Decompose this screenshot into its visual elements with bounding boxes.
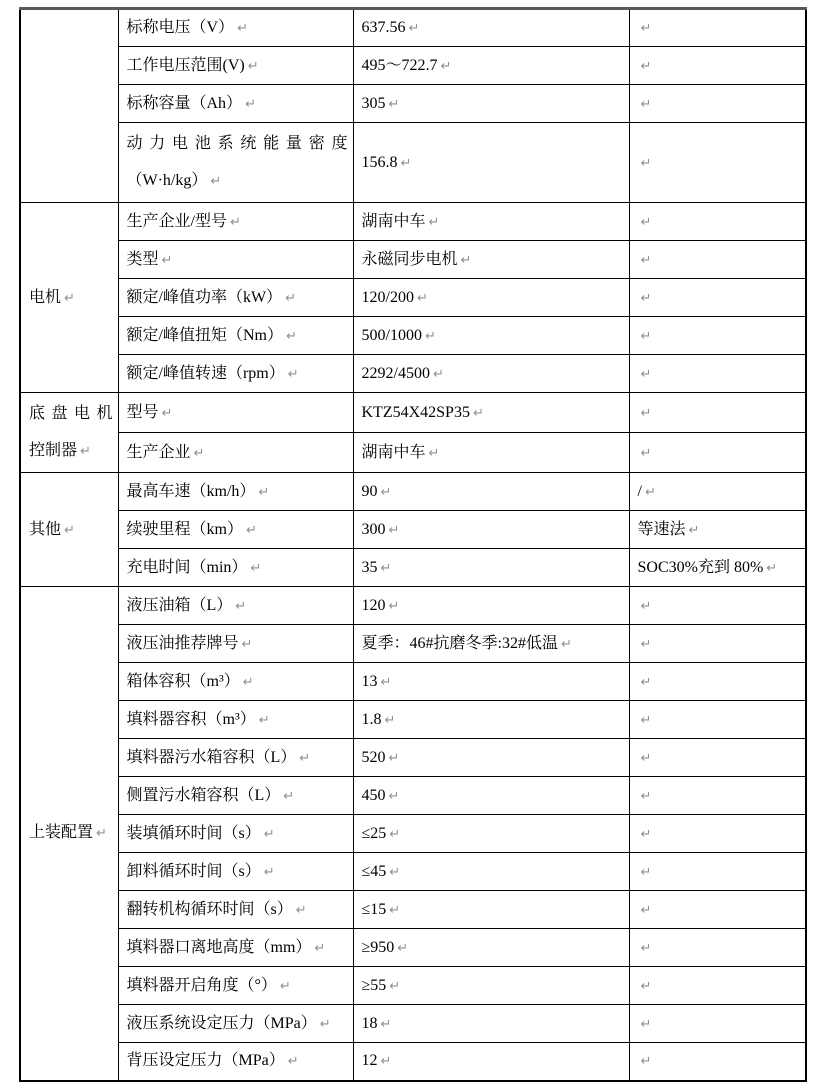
remark-cell [629, 853, 806, 891]
paragraph-mark-icon: ↵ [64, 522, 75, 538]
parameter-label: 液压油推荐牌号 [126, 634, 239, 652]
value-cell [353, 433, 629, 473]
parameter-label: 额定/峰值扭矩（Nm） [126, 326, 283, 344]
value-text: 永磁同步电机 [361, 250, 458, 268]
value-text: 156.8 [361, 153, 398, 171]
paragraph-mark-icon: ↵ [460, 252, 472, 268]
remark-cell [629, 663, 806, 701]
value-text: 湖南中车 [361, 443, 426, 461]
value-cell [353, 241, 629, 279]
value-cell [353, 929, 629, 967]
paragraph-mark-icon: ↵ [428, 214, 440, 230]
value-text: 1.8 [361, 710, 382, 728]
parameter-label: 标称容量（Ah） [126, 94, 243, 112]
paragraph-mark-icon: ↵ [640, 445, 652, 461]
parameter-cell [118, 511, 353, 549]
parameter-label-line [127, 125, 348, 162]
value-text: 520 [361, 748, 386, 766]
paragraph-mark-icon: ↵ [96, 826, 107, 842]
remark-cell [629, 9, 806, 47]
paragraph-mark-icon: ↵ [287, 366, 299, 382]
parameter-label: 填料器污水箱容积（L） [126, 748, 297, 766]
remark-cell [629, 929, 806, 967]
paragraph-mark-icon: ↵ [388, 788, 400, 804]
paragraph-mark-icon: ↵ [388, 522, 400, 538]
paragraph-mark-icon: ↵ [247, 58, 259, 74]
parameter-cell [118, 929, 353, 967]
table-row [20, 47, 806, 85]
paragraph-mark-icon: ↵ [287, 1054, 299, 1070]
paragraph-mark-icon: ↵ [314, 940, 326, 956]
value-cell [353, 701, 629, 739]
remark-cell [629, 777, 806, 815]
table-row [20, 929, 806, 967]
parameter-cell [118, 663, 353, 701]
table-row [20, 663, 806, 701]
paragraph-mark-icon: ↵ [644, 484, 656, 500]
paragraph-mark-icon: ↵ [285, 328, 297, 344]
table-row [20, 967, 806, 1005]
parameter-label: 生产企业 [126, 443, 191, 461]
paragraph-mark-icon: ↵ [258, 484, 270, 500]
table-row [20, 511, 806, 549]
paragraph-mark-icon: ↵ [285, 290, 296, 306]
paragraph-mark-icon: ↵ [432, 366, 444, 382]
table-row [20, 279, 806, 317]
paragraph-mark-icon: ↵ [250, 560, 262, 576]
paragraph-mark-icon: ↵ [560, 636, 572, 652]
value-text: 夏季：46#抗磨冬季:32#低温 [361, 634, 558, 652]
remark-cell [629, 739, 806, 777]
value-text: 2292/4500 [361, 364, 430, 382]
parameter-cell [118, 1043, 353, 1081]
parameter-label: 动力电池系统能量密度 [126, 135, 348, 152]
value-text: ≤25 [361, 824, 387, 842]
paragraph-mark-icon: ↵ [161, 405, 173, 421]
value-cell [353, 777, 629, 815]
paragraph-mark-icon: ↵ [640, 750, 652, 766]
remark-cell [629, 393, 806, 433]
paragraph-mark-icon: ↵ [440, 58, 452, 74]
paragraph-mark-icon: ↵ [640, 826, 652, 842]
category-label: 控制器 [29, 442, 78, 459]
category-label-line [29, 432, 113, 470]
spec-table [19, 7, 807, 1082]
parameter-cell [118, 47, 353, 85]
parameter-cell [118, 587, 353, 625]
parameter-cell [118, 433, 353, 473]
paragraph-mark-icon: ↵ [640, 978, 652, 994]
remark-cell [629, 701, 806, 739]
paragraph-mark-icon: ↵ [640, 290, 652, 306]
paragraph-mark-icon: ↵ [380, 1054, 392, 1070]
value-cell [353, 853, 629, 891]
parameter-label: 标称电压（V） [126, 19, 235, 36]
paragraph-mark-icon: ↵ [640, 864, 652, 880]
value-cell [353, 355, 629, 393]
parameter-cell [118, 85, 353, 123]
remark-cell [629, 47, 806, 85]
value-text: 90 [361, 482, 378, 500]
remark-cell [629, 511, 806, 549]
value-cell [353, 317, 629, 355]
remark-cell [629, 967, 806, 1005]
category-label: 底盘电机 [29, 405, 113, 422]
table-row [20, 123, 806, 203]
value-text: 120 [361, 596, 386, 614]
paragraph-mark-icon: ↵ [640, 96, 652, 112]
value-cell [353, 1005, 629, 1043]
parameter-label: 生产企业/型号 [126, 212, 227, 230]
category-label-line [29, 395, 113, 432]
paragraph-mark-icon: ↵ [241, 636, 253, 652]
remark-cell [629, 587, 806, 625]
paragraph-mark-icon: ↵ [640, 788, 652, 804]
table-row [20, 9, 806, 47]
parameter-label: 装填循环时间（s） [126, 824, 261, 842]
remark-cell [629, 317, 806, 355]
parameter-label: 型号 [126, 403, 159, 421]
table-row [20, 355, 806, 393]
parameter-cell [118, 241, 353, 279]
value-text: 300 [361, 520, 386, 538]
parameter-cell [118, 317, 353, 355]
paragraph-mark-icon: ↵ [389, 978, 401, 994]
value-cell [353, 663, 629, 701]
value-text: 495～722.7 [361, 56, 438, 74]
paragraph-mark-icon: ↵ [640, 58, 652, 74]
parameter-cell [118, 701, 353, 739]
paragraph-mark-icon: ↵ [380, 560, 392, 576]
parameter-cell [118, 123, 353, 203]
remark-cell [629, 1043, 806, 1081]
parameter-cell [118, 203, 353, 241]
remark-cell [629, 241, 806, 279]
paragraph-mark-icon: ↵ [388, 96, 400, 112]
paragraph-mark-icon: ↵ [263, 864, 275, 880]
parameter-cell [118, 815, 353, 853]
paragraph-mark-icon: ↵ [640, 712, 652, 728]
table-row [20, 317, 806, 355]
parameter-cell [118, 891, 353, 929]
remark-cell [629, 625, 806, 663]
parameter-label: 额定/峰值功率（kW） [126, 288, 283, 306]
table-row [20, 891, 806, 929]
remark-cell [629, 1005, 806, 1043]
paragraph-mark-icon: ↵ [380, 1016, 392, 1032]
paragraph-mark-icon: ↵ [80, 444, 91, 459]
value-cell [353, 123, 629, 203]
parameter-label: 填料器开启角度（°） [126, 976, 277, 994]
paragraph-mark-icon: ↵ [472, 405, 484, 421]
value-text: 120/200 [361, 288, 414, 306]
paragraph-mark-icon: ↵ [245, 522, 257, 538]
remark-cell [629, 279, 806, 317]
table-row [20, 241, 806, 279]
table-row [20, 587, 806, 625]
parameter-cell [118, 777, 353, 815]
paragraph-mark-icon: ↵ [640, 1016, 652, 1032]
parameter-label: 最高车速（km/h） [126, 482, 256, 500]
parameter-cell [118, 549, 353, 587]
remark-cell [629, 433, 806, 473]
value-cell [353, 739, 629, 777]
table-row [20, 203, 806, 241]
table-row [20, 1005, 806, 1043]
paragraph-mark-icon: ↵ [380, 674, 392, 690]
parameter-label: 填料器口离地高度（mm） [126, 938, 312, 956]
paragraph-mark-icon: ↵ [295, 902, 307, 918]
paragraph-mark-icon: ↵ [237, 21, 248, 36]
paragraph-mark-icon: ↵ [193, 445, 205, 461]
value-cell [353, 511, 629, 549]
paragraph-mark-icon: ↵ [640, 328, 652, 344]
paragraph-mark-icon: ↵ [388, 598, 400, 614]
remark-cell [629, 203, 806, 241]
value-text: 18 [361, 1014, 378, 1032]
remark-cell [629, 355, 806, 393]
paragraph-mark-icon: ↵ [640, 405, 652, 421]
parameter-cell [118, 473, 353, 511]
paragraph-mark-icon: ↵ [416, 290, 428, 306]
parameter-label: 液压系统设定压力（MPa） [126, 1014, 317, 1032]
remark-cell [629, 815, 806, 853]
paragraph-mark-icon: ↵ [299, 750, 311, 766]
value-cell [353, 85, 629, 123]
paragraph-mark-icon: ↵ [263, 826, 275, 842]
paragraph-mark-icon: ↵ [766, 560, 778, 576]
parameter-label: 填料器容积（m³） [126, 710, 256, 728]
parameter-cell [118, 625, 353, 663]
value-cell [353, 279, 629, 317]
table-row [20, 433, 806, 473]
value-text: 500/1000 [361, 326, 422, 344]
parameter-cell [118, 279, 353, 317]
parameter-label: 卸料循环时间（s） [126, 862, 261, 880]
paragraph-mark-icon: ↵ [640, 674, 652, 690]
table-row [20, 393, 806, 433]
paragraph-mark-icon: ↵ [640, 366, 652, 382]
paragraph-mark-icon: ↵ [640, 902, 652, 918]
paragraph-mark-icon: ↵ [688, 522, 700, 538]
paragraph-mark-icon: ↵ [258, 712, 270, 728]
paragraph-mark-icon: ↵ [640, 155, 652, 171]
paragraph-mark-icon: ↵ [640, 21, 652, 36]
value-cell [353, 967, 629, 1005]
value-text: ≤15 [361, 900, 387, 918]
parameter-cell [118, 9, 353, 47]
paragraph-mark-icon: ↵ [400, 155, 412, 171]
paragraph-mark-icon: ↵ [235, 598, 247, 614]
value-cell [353, 473, 629, 511]
value-text: ≥55 [361, 976, 387, 994]
paragraph-mark-icon: ↵ [640, 940, 652, 956]
value-text: 12 [361, 1052, 378, 1070]
paragraph-mark-icon: ↵ [424, 328, 436, 344]
table-row [20, 815, 806, 853]
parameter-label: 背压设定压力（MPa） [126, 1052, 285, 1070]
parameter-cell [118, 1005, 353, 1043]
paragraph-mark-icon: ↵ [388, 750, 400, 766]
value-cell [353, 393, 629, 433]
parameter-label: 侧置污水箱容积（L） [126, 786, 281, 804]
table-row [20, 701, 806, 739]
remark-text: / [637, 482, 642, 500]
paragraph-mark-icon: ↵ [640, 598, 652, 614]
table-row [20, 473, 806, 511]
value-text: 637.56 [361, 19, 406, 36]
paragraph-mark-icon: ↵ [397, 940, 409, 956]
paragraph-mark-icon: ↵ [380, 484, 392, 500]
parameter-label: 工作电压范围(V) [126, 56, 245, 74]
value-cell [353, 203, 629, 241]
category-label: 上装配置 [29, 824, 94, 842]
category-cell [20, 473, 118, 587]
parameter-label: 额定/峰值转速（rpm） [126, 364, 285, 382]
parameter-label: 充电时间（min） [126, 558, 248, 576]
table-row [20, 1043, 806, 1081]
paragraph-mark-icon: ↵ [319, 1016, 331, 1032]
parameter-label: 箱体容积（m³） [126, 672, 240, 690]
parameter-label: 续驶里程（km） [126, 520, 243, 538]
remark-cell [629, 85, 806, 123]
remark-text: SOC30%充到 80% [637, 558, 764, 576]
value-text: 湖南中车 [361, 212, 426, 230]
table-row [20, 853, 806, 891]
parameter-label: 液压油箱（L） [126, 596, 233, 614]
value-cell [353, 815, 629, 853]
value-cell [353, 891, 629, 929]
value-text: 450 [361, 786, 386, 804]
category-label: 电机 [29, 288, 62, 306]
parameter-label: （W·h/kg） [126, 172, 208, 189]
parameter-label: 翻转机构循环时间（s） [126, 900, 293, 918]
parameter-cell [118, 739, 353, 777]
paragraph-mark-icon: ↵ [283, 788, 295, 804]
remark-cell [629, 891, 806, 929]
table-row [20, 777, 806, 815]
value-text: 13 [361, 672, 378, 690]
paragraph-mark-icon: ↵ [428, 445, 440, 461]
paragraph-mark-icon: ↵ [242, 674, 254, 690]
parameter-label: 类型 [126, 250, 159, 268]
paragraph-mark-icon: ↵ [245, 96, 256, 112]
table-row [20, 739, 806, 777]
value-cell [353, 47, 629, 85]
remark-cell [629, 549, 806, 587]
value-cell [353, 549, 629, 587]
paragraph-mark-icon: ↵ [64, 290, 75, 306]
paragraph-mark-icon: ↵ [229, 214, 241, 230]
paragraph-mark-icon: ↵ [640, 252, 652, 268]
remark-cell [629, 123, 806, 203]
spec-table-body [20, 9, 806, 1081]
paragraph-mark-icon: ↵ [210, 174, 222, 189]
paragraph-mark-icon: ↵ [640, 1054, 652, 1070]
category-cell [20, 587, 118, 1081]
table-row [20, 549, 806, 587]
category-cell [20, 203, 118, 393]
value-cell [353, 1043, 629, 1081]
value-text: ≥950 [361, 938, 395, 956]
paragraph-mark-icon: ↵ [279, 978, 291, 994]
remark-cell [629, 473, 806, 511]
paragraph-mark-icon: ↵ [161, 252, 173, 268]
paragraph-mark-icon: ↵ [389, 826, 401, 842]
value-text: 305 [361, 94, 386, 112]
paragraph-mark-icon: ↵ [389, 902, 401, 918]
paragraph-mark-icon: ↵ [389, 864, 401, 880]
paragraph-mark-icon: ↵ [640, 214, 652, 230]
paragraph-mark-icon: ↵ [408, 21, 420, 36]
remark-text: 等速法 [637, 520, 686, 538]
parameter-cell [118, 393, 353, 433]
parameter-label-line [127, 162, 348, 200]
value-cell [353, 625, 629, 663]
parameter-cell [118, 967, 353, 1005]
paragraph-mark-icon: ↵ [640, 636, 652, 652]
value-text: KTZ54X42SP35 [361, 403, 470, 421]
value-text: ≤45 [361, 862, 387, 880]
value-cell [353, 587, 629, 625]
parameter-cell [118, 853, 353, 891]
paragraph-mark-icon: ↵ [384, 712, 396, 728]
category-cell [20, 393, 118, 473]
category-label: 其他 [29, 520, 62, 538]
table-row [20, 85, 806, 123]
table-row [20, 625, 806, 663]
value-cell [353, 9, 629, 47]
parameter-cell [118, 355, 353, 393]
category-cell [20, 9, 118, 203]
value-text: 35 [361, 558, 378, 576]
